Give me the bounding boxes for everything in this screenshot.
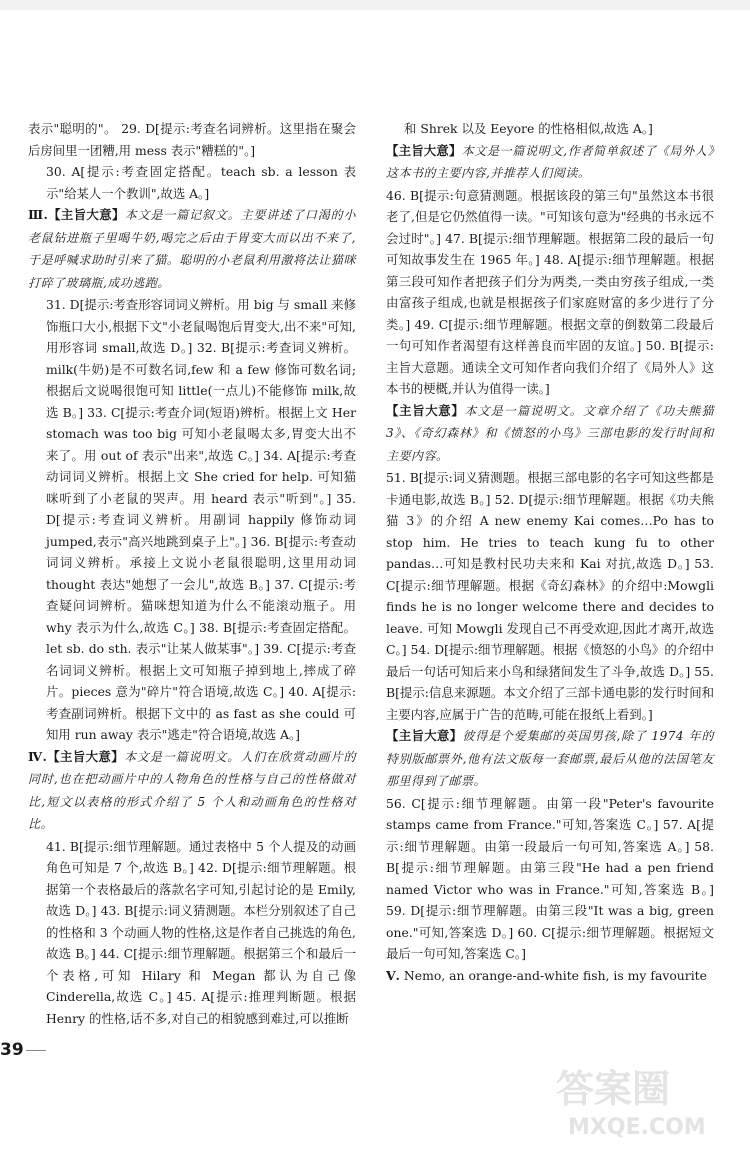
answer-45-continuation: 和 Shrek 以及 Eeyore 的性格相似,故选 A。] [404,121,653,136]
section-a-answers: 46. B[提示:句意猜测题。根据该段的第三句"虽然这本书很老了,但是它仍然值得一读。"可知该句意为"经典的书永远不会过时"。] 47. B[提示:细节理解题。根据第二段的最后一句可知故事发生在 1965 年。] 48. A[提示:细节理解题。根据第三段可知作者把孩子们分为两类,一类由穷孩子组成,一类由富孩子组成,也就是根据孩子们家庭财富的多少进行了分类。] 49. C[提示:细节理解题。根据文章的倒数第二段最后一句可知作者渴望有这样善良而牢固的友谊。] 50. B[提示:主旨大意题。通读全文可知作者向我们介绍了《局外人》这本书的梗概,并认为值得一读。] [386,187,714,396]
left-column [28,118,356,1029]
answer-29-line: 表示"聪明的"。 29. D[提示:考查名词辨析。这里指在聚会后房间里一团糟,用 mess 表示"糟糕的"。] [28,121,356,158]
section-4-summary: 本文是一篇说明文。人们在欣赏动画片的同时,也在把动画片中的人物角色的性格与自己的性格做对比,短文以表格的形式介绍了 5 个人和动画角色的性格对比。 [28,749,356,831]
answer-30-line: 30. A[提示:考查固定搭配。teach sb. a lesson 表示"给某人一个教训",故选 A。] [46,164,356,201]
section-b [386,400,714,468]
section-a-summary: 本文是一篇说明文,作者简单叙述了《局外人》这本书的主要内容,并推荐人们阅读。 [386,143,714,180]
page-number: 39 [0,1040,24,1060]
section-b-summary: 本文是一篇说明文。文章介绍了《功夫熊猫 3》、《奇幻森林》和《愤怒的小鸟》三部电影的发行时间和主要内容。 [386,403,714,463]
top-rule [0,0,750,10]
section-5-label: Ⅴ. [386,967,400,983]
section-3-summary: 本文是一篇记叙文。主要讲述了口渴的小老鼠钻进瓶子里喝牛奶,喝完之后由于胃变大而以出不来了,于是呼喊求助时引来了猫。聪明的小老鼠利用激将法让猫咪打碎了玻璃瓶,成功逃跑。 [28,208,356,290]
section-3-answers: 31. D[提示:考查形容词词义辨析。用 big 与 small 来修饰瓶口大小,根据下文"小老鼠喝饱后胃变大,出不来"可知,用形容词 small,故选 D。] 32. B[提示:考查词义辨析。milk(牛奶)是不可数名词,few 和 a few 修饰可数名词;根据后文说喝很饱可知 little(一点儿)不能修饰 milk,故选 B。] 33. C[提示:考查介词(短语)辨析。根据上文 Her stomach was too big 可知小老鼠喝太多,胃变大出不来了。用 out of 表示"出来",故选 C。] 34. A[提示:考查动词词义辨析。根据上文 She cried for help. 可知猫咪听到了小老鼠的哭声。用 heard 表示"听到"。] 35. D[提示:考查词义辨析。用副词 happily 修饰动词 jumped,表示"高兴地跳到桌子上"。] 36. B[提示:考查动词词义辨析。承接上文说小老鼠很聪明,这里用动词 thought 表达"她想了一会儿",故选 B。] 37. C[提示:考查疑问词辨析。猫咪想知道为什么不能滚动瓶子。用 why 表示为什么,故选 C。] 38. B[提示:考查固定搭配。let sb. do sth. 表示"让某人做某事"。] 39. C[提示:考查名词词义辨析。根据上文可知瓶子掉到地上,摔成了碎片。pieces 意为"碎片"符合语境,故选 C。] 40. A[提示:考查副词辨析。根据下文中的 as fast as she could 可知用 run away 表示"逃走"符合语境,故选 A。] [46,297,356,742]
section-a [386,140,714,185]
section-5-text: Nemo, an orange-and-white fish, is my favourite [403,967,707,983]
section-3 [28,204,356,294]
section-4-answers: 41. B[提示:细节理解题。通过表格中 5 个人提及的动画角色可知是 7 个,故选 B。] 42. D[提示:细节理解题。根据第一个表格最后的落款名字可知,引起讨论的是 Emily,故选 D。] 43. B[提示:词义猜测题。本栏分别叙述了自己的性格和 3 个动画人物的性格,这是作者自己挑选的角色,故选 B。] 44. C[提示:细节理解题。根据第三个和最后一个表格,可知 Hilary 和 Megan 都认为自己像 Cinderella,故选 C。] 45. A[提示:推理判断题。根据 Henry 的性格,话不多,对自己的相貌感到难过,可以推断 [46,838,356,1026]
section-a-tag: 【主旨大意】 [386,142,462,158]
section-4-tag: 【主旨大意】 [46,748,125,764]
section-c-summary: 彼得是个爱集邮的英国男孩,除了 1974 年的特别版邮票外,他有法文版每一套邮票,最后从他的法国笔友那里得到了邮票。 [386,729,715,788]
section-3-label: Ⅲ. [28,207,48,222]
watermark-sub-text: MXQE.COM [568,1115,706,1140]
section-b-answers: 51. B[提示:词义猜测题。根据三部电影的名字可知这些都是卡通电影,故选 B。] 52. D[提示:细节理解题。根据《功夫熊猫 3》的介绍 A new enemy Kai comes…Po has to stop him. He tries to teach kung fu to other pandas…可知是教村民功夫来和 Kai 对抗,故选 D。] 53. C[提示:细节理解题。根据《奇幻森林》的介绍中:Mowgli finds he is no longer welcome there and decides to leave. 可知 Mowgli 发现自己不再受欢迎,因此才离开,故选 C。] 54. D[提示:细节理解题。根据《愤怒的小鸟》的介绍中最后一句话可知后来小鸟和绿猪间发生了斗争,故选 D。] 55. B[提示:信息来源题。本文介绍了三部卡通电影的发行时间和主要内容,应属于广告的范畴,可能在报纸上看到。] [386,470,714,722]
section-3-tag: 【主旨大意】 [47,207,125,222]
section-c-tag: 【主旨大意】 [386,728,463,743]
section-b-tag: 【主旨大意】 [386,402,465,418]
section-c-answers: 56. C[提示:细节理解题。由第一段"Peter's favourite stamps came from France."可知,答案选 C。] 57. A[提示:细节理解题。由第一段最后一句可知,答案选 A。] 58. B[提示:细节理解题。由第三段"He had a pen friend named Victor who was in France."可知,答案选 B。] 59. D[提示:细节理解题。由第三段"It was a big, green one."可知,答案选 D。] 60. C[提示:细节理解题。根据短文最后一句可知,答案选 C。] [386,795,714,961]
section-c [386,725,714,793]
right-column [386,118,714,986]
section-4 [28,746,356,836]
watermark-main-text: 答案圈 [556,1067,671,1111]
section-4-label: Ⅳ. [28,748,47,764]
page-number-dash [26,1050,46,1051]
section-5 [386,965,714,987]
watermark-logo [546,1060,736,1140]
